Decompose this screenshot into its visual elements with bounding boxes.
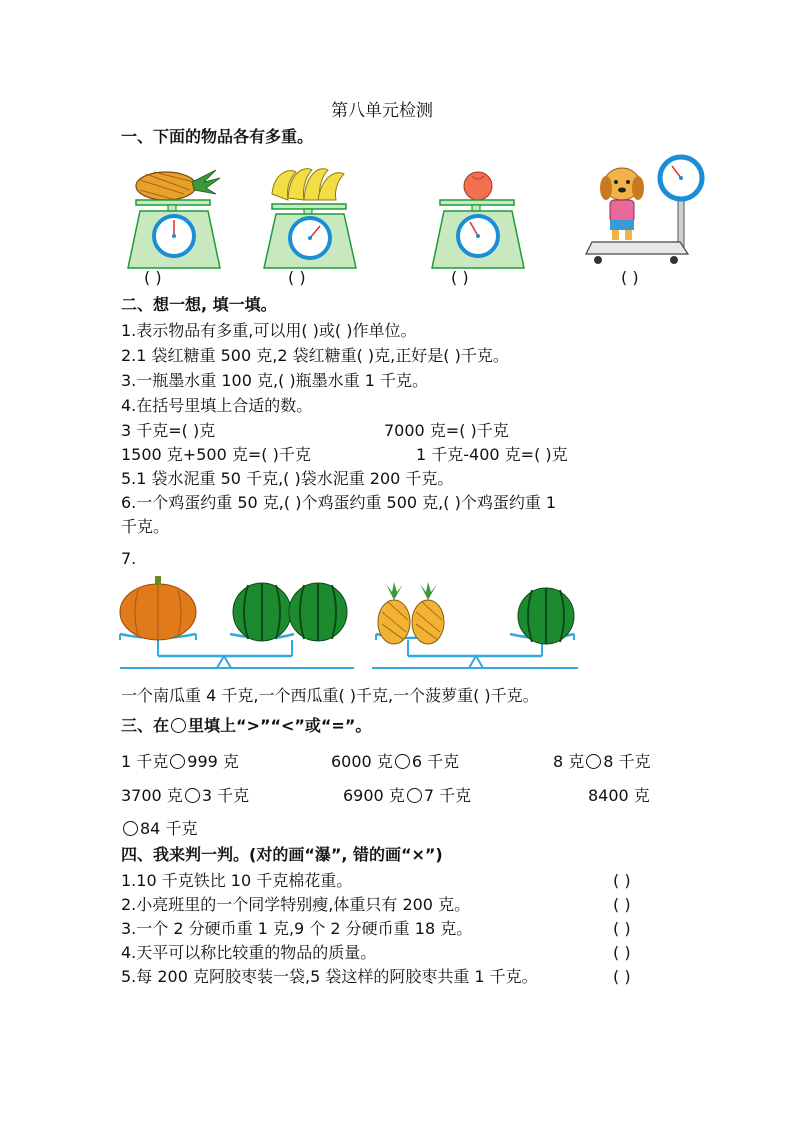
platform-scale-icon	[586, 157, 702, 264]
q2-3: 3.一瓶墨水重 100 克,( )瓶墨水重 1 千克。	[121, 371, 428, 390]
kitchen-scale-icon	[432, 200, 524, 268]
compare-right: 7 千克	[423, 786, 472, 805]
pineapple-icon	[136, 170, 220, 200]
puppy-icon	[600, 168, 644, 240]
q2-4b: 7000 克=( )千克	[384, 421, 509, 440]
watermelon-icon	[518, 588, 574, 644]
compare-left: 3700 克	[121, 786, 183, 805]
watermelon-icon	[233, 583, 291, 641]
answer-circle[interactable]	[170, 754, 185, 769]
q2-4a: 3 千克=( )克	[121, 421, 216, 440]
page-title: 第八单元检测	[331, 101, 433, 121]
q2-5: 5.1 袋水泥重 50 千克,( )袋水泥重 200 千克。	[121, 469, 454, 488]
pineapple-icon	[412, 582, 444, 644]
q2-7-text: 一个南瓜重 4 千克,一个西瓜重( )千克,一个菠萝重( )千克。	[121, 686, 539, 705]
compare-right: 3 千克	[201, 786, 250, 805]
answer-blank-4[interactable]: ( )	[621, 268, 639, 287]
bananas-icon	[272, 169, 344, 200]
compare-left: 6000 克	[331, 752, 393, 771]
bananas-scale-image	[260, 164, 360, 272]
judge-3-blank[interactable]: ( )	[613, 919, 631, 938]
answer-circle[interactable]	[123, 821, 138, 836]
section4-heading: 四、我来判一判。(对的画“瀑”, 错的画“×”)	[121, 845, 443, 864]
compare-left: 1 千克	[121, 752, 169, 771]
peach-icon	[464, 172, 492, 200]
compare-right: 999 克	[187, 752, 239, 771]
compare-right: 8 千克	[603, 752, 651, 771]
q2-4d: 1 千克-400 克=( )克	[416, 445, 568, 464]
compare-2-3-left: 8400 克	[588, 786, 650, 805]
section2-heading: 二、想一想, 填一填。	[121, 295, 277, 314]
q2-1: 1.表示物品有多重,可以用( )或( )作单位。	[121, 321, 417, 340]
pumpkin-icon	[120, 576, 196, 640]
compare-1-2	[331, 752, 459, 772]
judge-2-text: 2.小亮班里的一个同学特别瘦,体重只有 200 克。	[121, 895, 471, 914]
section3-heading-pre: 三、在	[121, 716, 170, 735]
judge-4-text: 4.天平可以称比较重的物品的质量。	[121, 943, 377, 962]
compare-circle-icon	[171, 718, 186, 733]
answer-circle[interactable]	[586, 754, 601, 769]
compare-right: 6 千克	[411, 752, 460, 771]
answer-circle[interactable]	[395, 754, 410, 769]
section3-heading	[121, 716, 371, 736]
judge-4-blank[interactable]: ( )	[613, 943, 631, 962]
compare-left: 6900 克	[343, 786, 405, 805]
pineapple-scale-image	[124, 164, 224, 272]
watermelon-icon	[289, 583, 347, 641]
q2-4: 4.在括号里填上合适的数。	[121, 396, 313, 415]
q2-6-line1: 6.一个鸡蛋约重 50 克,( )个鸡蛋约重 500 克,( )个鸡蛋约重 1	[121, 493, 557, 512]
answer-blank-2[interactable]: ( )	[288, 268, 306, 287]
kitchen-scale-icon	[264, 204, 356, 268]
answer-circle[interactable]	[185, 788, 200, 803]
q2-7-label: 7.	[121, 549, 137, 568]
compare-2-2	[343, 786, 471, 806]
compare-left: 8 克	[553, 752, 585, 771]
judge-3-text: 3.一个 2 分硬币重 1 克,9 个 2 分硬币重 18 克。	[121, 919, 473, 938]
judge-5-text: 5.每 200 克阿胶枣装一袋,5 袋这样的阿胶枣共重 1 千克。	[121, 967, 538, 986]
section3-heading-post: 里填上“>”“<”或“=”。	[188, 716, 372, 735]
balance-illustration	[118, 582, 588, 682]
judge-5-blank[interactable]: ( )	[613, 967, 631, 986]
section1-heading: 一、下面的物品各有多重。	[121, 127, 314, 146]
answer-blank-3[interactable]: ( )	[451, 268, 469, 287]
peach-scale-image	[428, 164, 528, 272]
compare-1-3	[553, 752, 651, 772]
compare-2-1	[121, 786, 249, 806]
compare-right: 84 千克	[140, 819, 198, 838]
answer-circle[interactable]	[407, 788, 422, 803]
puppy-scale-image	[584, 154, 708, 268]
q2-6-line2: 千克。	[121, 517, 170, 536]
compare-2-3-continued	[121, 819, 197, 839]
pineapple-icon	[378, 582, 410, 644]
judge-1-text: 1.10 千克铁比 10 千克棉花重。	[121, 871, 353, 890]
judge-1-blank[interactable]: ( )	[613, 871, 631, 890]
judge-2-blank[interactable]: ( )	[613, 895, 631, 914]
answer-blank-1[interactable]: ( )	[144, 268, 162, 287]
kitchen-scale-icon	[128, 200, 220, 268]
compare-1-1	[121, 752, 239, 772]
q2-2: 2.1 袋红糖重 500 克,2 袋红糖重( )克,正好是( )千克。	[121, 346, 509, 365]
q2-4c: 1500 克+500 克=( )千克	[121, 445, 311, 464]
